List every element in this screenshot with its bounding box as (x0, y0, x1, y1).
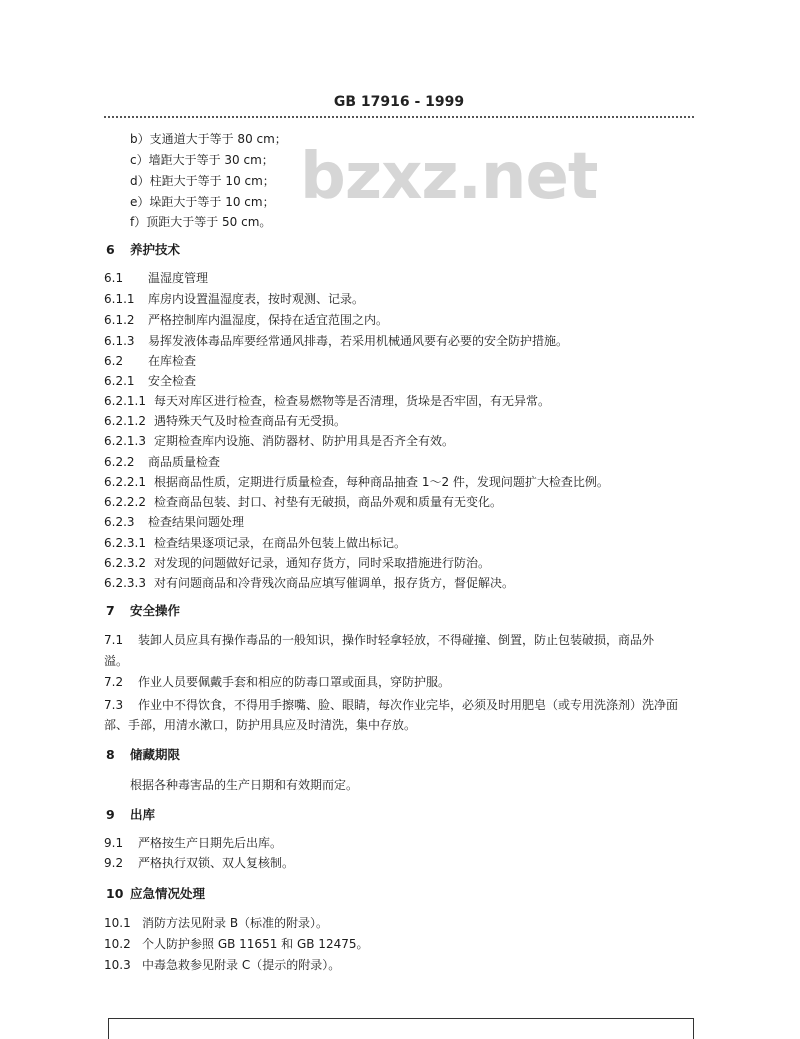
clause-6-1: 6.1 温湿度管理 (104, 271, 209, 285)
clause-10-3: 10.3 中毒急救参见附录 C（提示的附录）。 (104, 958, 341, 972)
clause-7-3: 7.3 作业中不得饮食，不得用手擦嘴、脸、眼睛，每次作业完毕，必须及时用肥皂（或专用洗涤剂）洗净面 (104, 698, 679, 712)
clause-6-2-3-3: 6.2.3.3 对有问题商品和冷背残次商品应填写催调单，报存货方，督促解决。 (104, 576, 515, 590)
section-10-heading: 10 应急情况处理 (106, 886, 206, 901)
clause-6-1-1: 6.1.1 库房内设置温湿度表，按时观测、记录。 (104, 292, 365, 306)
page-header: GB 17916 - 1999 (333, 94, 465, 110)
section-6-heading: 6 养护技术 (106, 242, 181, 257)
section-9-heading: 9 出库 (106, 807, 156, 822)
clause-9-2: 9.2 严格执行双锁、双人复核制。 (104, 856, 295, 870)
list-item-b: b）支通道大于等于 80 cm； (130, 132, 287, 146)
clause-7-3-cont: 部、手部，用清水漱口，防护用具应及时清洗，集中存放。 (104, 718, 417, 732)
section-8-heading: 8 储藏期限 (106, 747, 181, 762)
clause-6-2-1-2: 6.2.1.2 遇特殊天气及时检查商品有无受损。 (104, 414, 347, 428)
clause-7-1-cont: 溢。 (104, 654, 129, 668)
clause-10-1: 10.1 消防方法见附录 B（标准的附录）。 (104, 916, 329, 930)
clause-6-2-1: 6.2.1 安全检查 (104, 374, 197, 388)
section-7-heading: 7 安全操作 (106, 603, 181, 618)
list-item-f: f）顶距大于等于 50 cm。 (130, 215, 272, 229)
list-item-e: e）垛距大于等于 10 cm； (130, 195, 275, 209)
header-rule (104, 116, 694, 118)
footer-box (108, 1018, 694, 1039)
clause-6-1-3: 6.1.3 易挥发液体毒品库要经常通风排毒，若采用机械通风要有必要的安全防护措施。 (104, 334, 569, 348)
clause-7-1: 7.1 装卸人员应具有操作毒品的一般知识，操作时轻拿轻放，不得碰撞、倒置，防止包装破损，商品外 (104, 633, 655, 647)
list-item-d: d）柱距大于等于 10 cm； (130, 174, 275, 188)
clause-6-2-1-1: 6.2.1.1 每天对库区进行检查，检查易燃物等是否清理，货垛是否牢固，有无异常。 (104, 394, 551, 408)
clause-6-2-3-1: 6.2.3.1 检查结果逐项记录，在商品外包装上做出标记。 (104, 536, 407, 550)
clause-6-2-2: 6.2.2 商品质量检查 (104, 455, 221, 469)
clause-7-2: 7.2 作业人员要佩戴手套和相应的防毒口罩或面具，穿防护服。 (104, 675, 451, 689)
watermark: bzxz.net (300, 140, 598, 214)
list-item-c: c）墙距大于等于 30 cm； (130, 153, 274, 167)
clause-6-2-3: 6.2.3 检查结果问题处理 (104, 515, 245, 529)
clause-6-2-2-2: 6.2.2.2 检查商品包装、封口、衬垫有无破损，商品外观和质量有无变化。 (104, 495, 503, 509)
clause-10-2: 10.2 个人防护参照 GB 11651 和 GB 12475。 (104, 937, 369, 951)
clause-9-1: 9.1 严格按生产日期先后出库。 (104, 836, 283, 850)
clause-6-2-1-3: 6.2.1.3 定期检查库内设施、消防器材、防护用具是否齐全有效。 (104, 434, 455, 448)
clause-6-2: 6.2 在库检查 (104, 354, 197, 368)
clause-6-2-3-2: 6.2.3.2 对发现的问题做好记录，通知存货方，同时采取措施进行防治。 (104, 556, 491, 570)
clause-6-1-2: 6.1.2 严格控制库内温湿度，保持在适宜范围之内。 (104, 313, 389, 327)
section-8-body: 根据各种毒害品的生产日期和有效期而定。 (130, 778, 359, 792)
clause-6-2-2-1: 6.2.2.1 根据商品性质，定期进行质量检查，每种商品抽查 1～2 件，发现问题扩大检查比例。 (104, 475, 609, 489)
